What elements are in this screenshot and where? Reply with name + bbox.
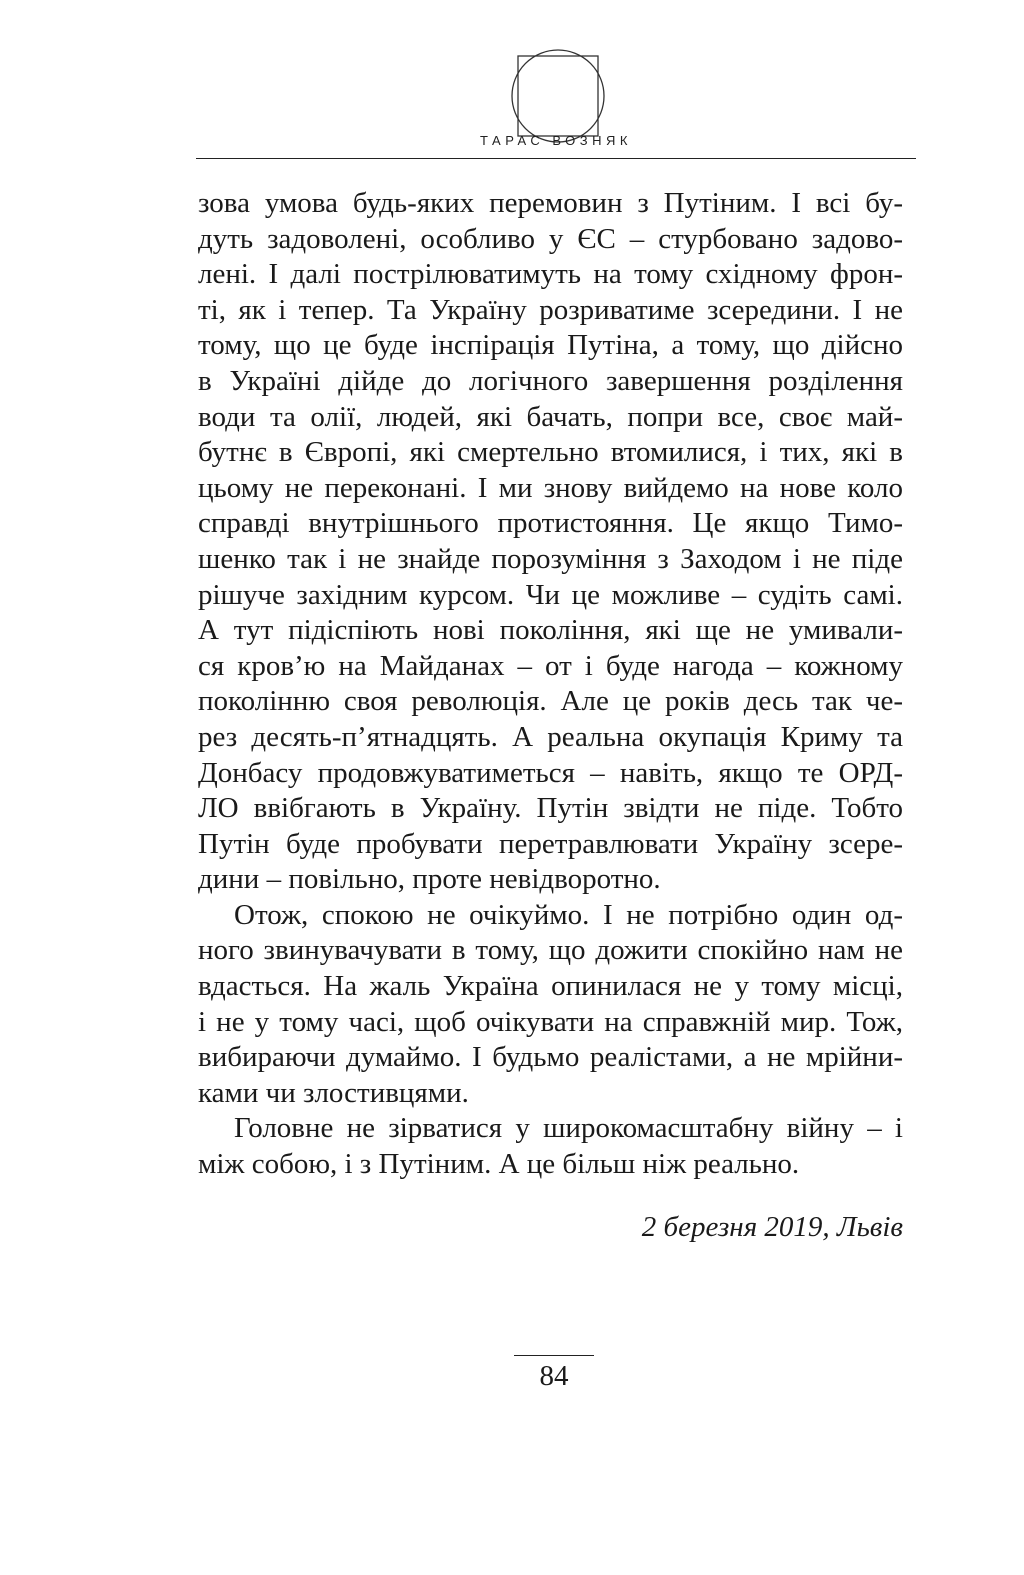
text-line: Головне не зірватися у широкомасштабну війну – і	[234, 1112, 903, 1145]
running-head-author: ТАРАС ВОЗНЯК	[480, 133, 632, 148]
text-line: і не у тому часі, щоб очікувати на справжній мир. Тож,	[198, 1005, 903, 1038]
paragraph	[198, 898, 903, 1112]
signature-date-place: 2 березня 2019, Львів	[641, 1210, 903, 1243]
text-line: справді внутрішнього протистояння. Це якщо Тимо-	[198, 507, 903, 540]
text-line: шенко так і не знайде порозуміння з Заходом і не піде	[198, 542, 903, 575]
text-line: в Україні дійде до логічного завершення розділення	[198, 364, 903, 397]
text-line: ного звинувачувати в тому, що дожити спокійно нам не	[198, 934, 903, 967]
paragraph	[198, 186, 903, 898]
text-line: рез десять-п’ятнадцять. А реальна окупація Криму та	[198, 720, 903, 753]
emblem-icon	[508, 46, 608, 146]
text-line: води та олії, людей, які бачать, попри все, своє май-	[198, 400, 903, 433]
text-line: Отож, спокою не очікуймо. І не потрібно один од-	[234, 898, 903, 931]
text-line: цьому не переконані. І ми знову вийдемо на нове коло	[198, 471, 903, 504]
text-line: лені. І далі пострілюватимуть на тому східному фрон-	[198, 258, 903, 291]
text-line: між собою, і з Путіним. А це більш ніж реально.	[198, 1148, 800, 1181]
text-line: дуть задоволені, особливо у ЄС – стурбовано задово-	[198, 222, 903, 255]
text-line: ЛО ввібгають в Україну. Путін звідти не піде. Тобто	[198, 792, 903, 825]
page-number: 84	[514, 1355, 594, 1393]
text-line: ті, як і тепер. Та Україну розриватиме зсередини. І не	[198, 293, 903, 326]
paragraph	[198, 1111, 903, 1182]
text-line: рішуче західним курсом. Чи це можливе – судіть самі.	[198, 578, 903, 611]
header-rule	[196, 158, 916, 159]
text-line: поколінню своя революція. Але це років десь так че-	[198, 685, 903, 718]
text-line: вдасться. На жаль Україна опинилася не у тому місці,	[198, 970, 903, 1003]
text-line: А тут підіспіють нові покоління, які ще не умивали-	[198, 614, 903, 647]
text-line: дини – повільно, проте невідворотно.	[198, 863, 661, 896]
text-line: ся кров’ю на Майданах – от і буде нагода – кожному	[198, 649, 903, 682]
text-line: зова умова будь-яких перемовин з Путіним. І всі бу-	[198, 187, 903, 219]
body-text	[198, 186, 903, 1183]
text-line: вибираючи думаймо. І будьмо реалістами, а не мрійни-	[198, 1041, 903, 1074]
text-line: Путін буде пробувати перетравлювати Україну зсере-	[198, 827, 903, 860]
text-line: Донбасу продовжуватиметься – навіть, якщо те ОРД-	[198, 756, 903, 789]
text-line: тому, що це буде інспірація Путіна, а тому, що дійсно	[198, 329, 903, 362]
text-line: бутнє в Європі, які смертельно втомилися, і тих, які в	[198, 436, 903, 469]
text-line: ками чи злостивцями.	[198, 1076, 469, 1109]
